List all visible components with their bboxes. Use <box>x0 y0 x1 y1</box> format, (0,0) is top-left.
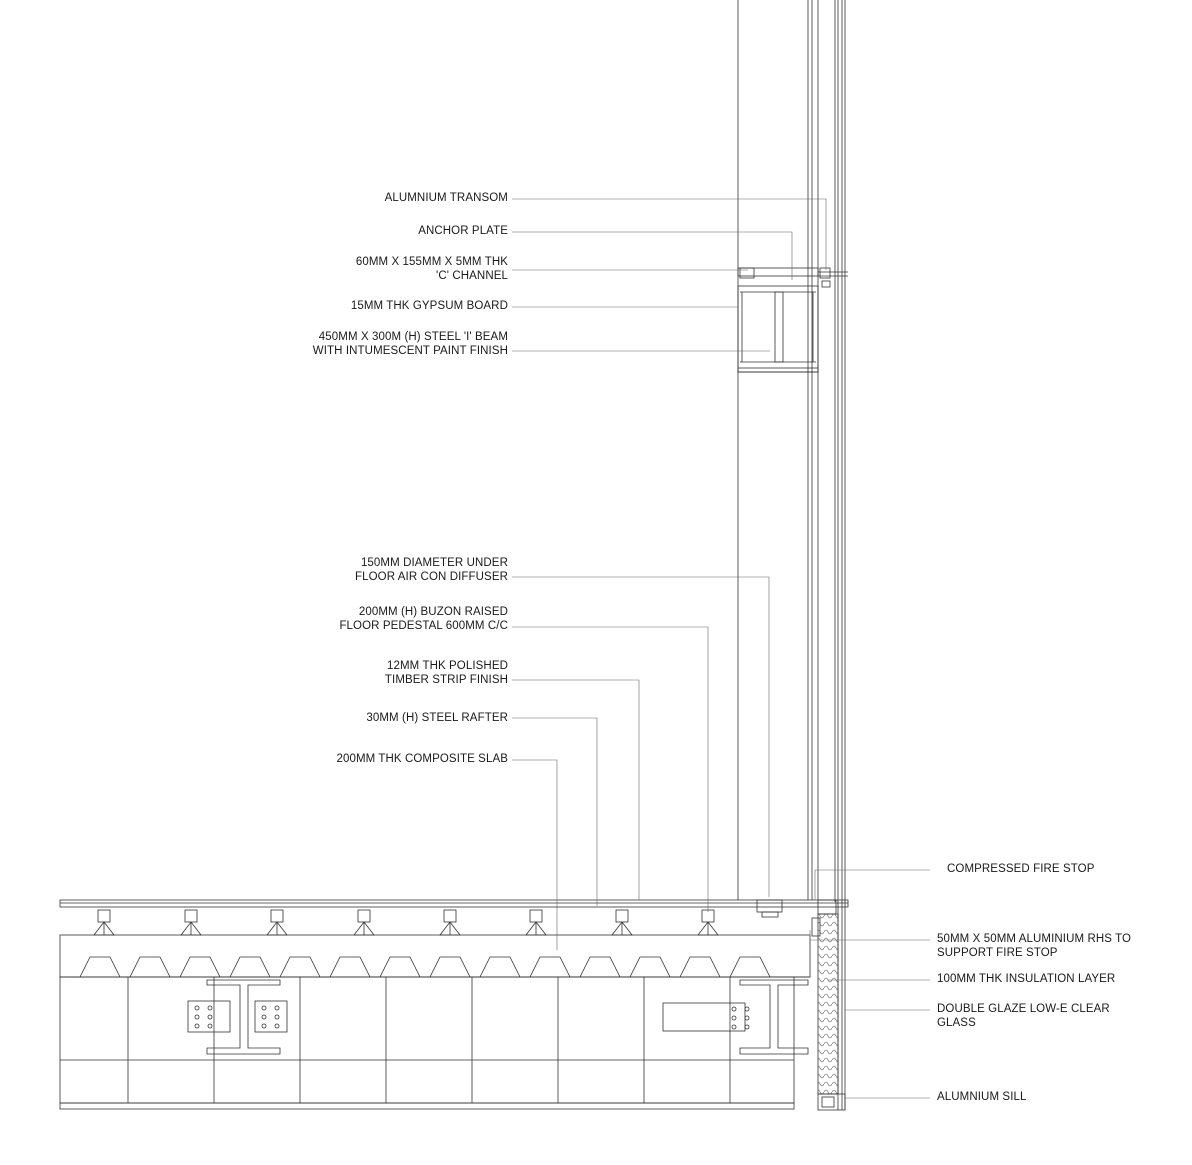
label-steel-i-beam: 450MM X 300M (H) STEEL 'I' BEAM WITH INTUMESCENT PAINT FINISH <box>312 331 508 357</box>
facade-base <box>812 900 845 1110</box>
label-composite-slab: 200MM THK COMPOSITE SLAB <box>336 753 508 765</box>
leader-lines <box>512 199 930 1098</box>
transom-assembly <box>738 268 848 372</box>
label-timber-strip-finish: 12MM THK POLISHED TIMBER STRIP FINISH <box>384 660 508 686</box>
timber-floor <box>60 900 848 917</box>
label-steel-rafter: 30MM (H) STEEL RAFTER <box>366 712 508 724</box>
label-double-glaze-glass: DOUBLE GLAZE LOW-E CLEAR GLASS <box>937 1003 1110 1029</box>
label-gypsum-board: 15MM THK GYPSUM BOARD <box>350 300 508 312</box>
label-aluminium-sill: ALUMNIUM SILL <box>937 1091 1027 1103</box>
label-raised-floor-pedestal: 200MM (H) BUZON RAISED FLOOR PEDESTAL 600MM C/C <box>339 606 508 632</box>
composite-slab <box>60 935 810 977</box>
label-air-con-diffuser: 150MM DIAMETER UNDER FLOOR AIR CON DIFFUSER <box>355 557 508 583</box>
label-c-channel: 60MM X 155MM X 5MM THK 'C' CHANNEL <box>355 256 508 282</box>
steel-beam-left <box>188 980 287 1054</box>
floor-pedestals <box>94 910 718 935</box>
label-anchor-plate: ANCHOR PLATE <box>418 225 508 237</box>
label-insulation-layer: 100MM THK INSULATION LAYER <box>937 973 1116 985</box>
steel-beam-right <box>663 980 808 1054</box>
ceiling-zone <box>60 977 794 1109</box>
label-aluminium-transom: ALUMNIUM TRANSOM <box>384 192 508 204</box>
label-compressed-fire-stop: COMPRESSED FIRE STOP <box>947 863 1095 875</box>
label-aluminium-rhs: 50MM X 50MM ALUMINIUM RHS TO SUPPORT FIRE STOP <box>937 933 1132 959</box>
